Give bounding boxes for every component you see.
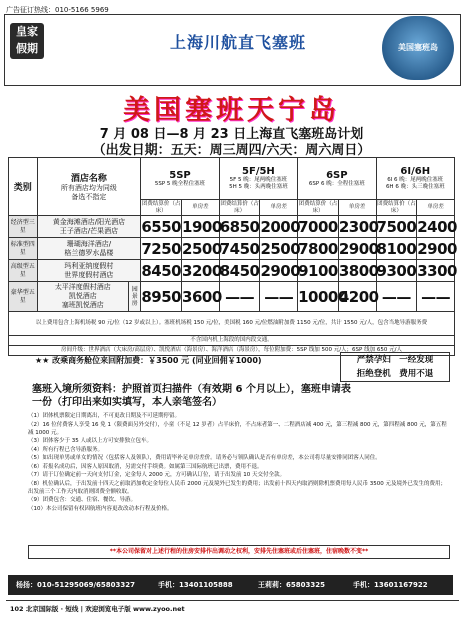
plan-6h-desc: 6H 6 晚：头三晚住塞班 bbox=[385, 184, 445, 190]
hotel-list bbox=[37, 216, 141, 238]
entry-docs-line1: 塞班入境所须资料：护照首页扫描件（有效期 6 个月以上），塞班申请表 bbox=[32, 384, 351, 395]
price-table bbox=[8, 157, 455, 356]
plan-5f-desc: 5F 5 晚：尾两晚住塞班 bbox=[229, 177, 288, 183]
col-category: 类别 bbox=[9, 158, 38, 216]
price-cell: 2900 bbox=[260, 261, 301, 280]
logo-line-1: 皇家 bbox=[16, 25, 38, 38]
price-cell: 2400 bbox=[417, 217, 457, 236]
logo-line-2: 假期 bbox=[16, 42, 38, 55]
price-cell: —— bbox=[376, 282, 417, 312]
price-cell: 8450 bbox=[141, 261, 182, 280]
fee-note: 以上费用包含上海机场税 90 元/位（12 岁或以上）。塞班机场税 150 元/位，美国税 160 元/位燃油附加费 1150 元/位，共计 1550 元/人，包含当地导游服务费 bbox=[9, 312, 455, 336]
hotel-line: 凯悦酒店 bbox=[68, 292, 97, 300]
price-cell: 3800 bbox=[338, 261, 379, 280]
entry-docs-line2: 一份（打印出来如实填写，本人亲笔签名） bbox=[32, 397, 222, 408]
hotel-list bbox=[37, 260, 141, 282]
hotel-note-1: 所有酒店均为同级 bbox=[60, 184, 117, 192]
price-cell: 10000 bbox=[298, 282, 339, 312]
ad-hotline: 广告征订热线：010-5166 5969 bbox=[6, 6, 109, 14]
plan-5sp-desc: 5SP 5 晚全程住塞班 bbox=[154, 180, 206, 187]
term-item: （6）若报名成功后，因客人原因取消，另需交付手续费。如属第三国际航班已出票，费用不退。 bbox=[28, 463, 263, 470]
hotel-head: 酒店名称 bbox=[70, 174, 107, 184]
contact-bar bbox=[8, 575, 453, 595]
hotel-note-2: 备选不指定 bbox=[71, 193, 107, 201]
departure-days: （出发日期：五天：周三周四/六天：周六周日） bbox=[92, 143, 371, 158]
price-cell: 2300 bbox=[338, 217, 379, 236]
term-item: （2）16 位付费客人享受 16 免 1（限费面另外交付），小童（不足 12 岁者）占半床价，不占床者第一、二程酒店减 400 元，第三程减 800 元，第四程减 800 元，第五程减 1000 元。 bbox=[28, 421, 447, 436]
col-hotel bbox=[37, 158, 141, 216]
term-item: （10）本公司保留有权因航班内容更改改动本行程及价格。 bbox=[28, 505, 173, 512]
table-row bbox=[9, 216, 455, 238]
price-cell: 7500 bbox=[376, 217, 417, 236]
price-cell: 2500 bbox=[182, 239, 222, 258]
table-row bbox=[9, 238, 455, 260]
header-title: 上海川航直飞塞班 bbox=[169, 33, 306, 52]
hotel-line: 格兰德罗水晶楼 bbox=[64, 248, 114, 257]
group-price-head: 团费结算价（占床） bbox=[377, 200, 416, 214]
hotel-line: 塞班凯悦酒店 bbox=[61, 301, 104, 309]
tier-label: 经济型三星 bbox=[9, 216, 38, 238]
saipan-logo: 美国塞班岛 bbox=[382, 16, 454, 80]
plan-6sp-desc: 6SP 6 晚：全程住塞班 bbox=[308, 180, 365, 187]
contact-4: 手机：13601167922 bbox=[353, 581, 428, 589]
plan-5h-desc: 5H 5 晚：头两晚住塞班 bbox=[229, 184, 288, 190]
pregnancy-warning bbox=[340, 352, 450, 382]
plan-5sp-code: 5SP bbox=[169, 169, 191, 181]
term-item: （4）所有行程已含导游服务。 bbox=[28, 446, 104, 453]
table-row bbox=[9, 260, 455, 282]
tier-label: 标准型四星 bbox=[9, 238, 38, 260]
hotel-line: 珊瑚海洋酒店/ bbox=[66, 239, 112, 248]
price-cell: 2000 bbox=[260, 217, 301, 236]
hotel-list bbox=[37, 238, 141, 260]
plan-6i6h bbox=[376, 158, 454, 200]
price-cell: —— bbox=[219, 282, 260, 312]
price-cell: 4200 bbox=[338, 282, 376, 312]
warning-line-1: 严禁孕妇 一经发现 bbox=[356, 355, 434, 365]
tier-label: 豪华型五星 bbox=[9, 282, 38, 312]
price-cell: 3200 bbox=[182, 261, 222, 280]
price-cell: 2900 bbox=[338, 239, 379, 258]
plan-5sp bbox=[141, 158, 219, 200]
plan-6sp bbox=[298, 158, 376, 200]
price-cell: 9300 bbox=[376, 261, 417, 280]
hotel-line: 王子酒店/芒果酒店 bbox=[59, 226, 119, 235]
footer-divider bbox=[6, 600, 459, 601]
hotel-line: 太平洋度假村酒店 bbox=[54, 283, 111, 291]
page-footer: 102 北京国际版 · 短线 | 欢迎浏览电子版 www.zyoo.net bbox=[10, 605, 185, 613]
term-item: （3）团体客少于 35 人或以上方可安排独立包车。 bbox=[28, 438, 152, 444]
contact-3: 王莉莉：65803325 bbox=[258, 581, 325, 589]
page-title: 美国塞班天宁岛 bbox=[123, 95, 340, 126]
table-row bbox=[9, 282, 455, 312]
term-item: （5）如出现单男或单女的情况（包括客人及领队），费用请毕补足单房差价。请务必与领队确认是否有单房差，本公司将尽量安排同团客人同住。 bbox=[28, 455, 381, 461]
plan-6sp-code: 6SP bbox=[326, 169, 348, 181]
reservation-note: **本公司保留对上述行程的住房安排作出调动之权利，安排先住塞班或后住塞班，住宿晚数不变** bbox=[28, 545, 450, 559]
tier-label: 高级型五星 bbox=[9, 260, 38, 282]
plan-5f5h bbox=[219, 158, 297, 200]
schedule-line: 7 月 08 日—8 月 23 日上海直飞塞班岛计划 bbox=[99, 127, 364, 142]
term-item: （8）机位确认后，于出发前十四天之前取消加收定金每位人民币 2000 元及境外已发生的费用；出发前十四天内取消则除机票费用每人民币 3500 元及境外已发生的费用；出发前三个工作天内取消则团费全额收取。 bbox=[28, 480, 446, 495]
price-cell: 3600 bbox=[182, 282, 220, 312]
brand-logo bbox=[10, 23, 44, 59]
price-cell: 3300 bbox=[417, 261, 457, 280]
price-cell: 2900 bbox=[417, 239, 457, 258]
hotel-list bbox=[37, 282, 129, 312]
hotel-line: 玛利亚纳度假村 bbox=[64, 261, 114, 270]
price-cell: 1900 bbox=[182, 217, 222, 236]
price-cell: 8100 bbox=[376, 239, 417, 258]
exclusion-note: 不含国内机上海段的国内段交通。 bbox=[9, 336, 455, 346]
price-cell: —— bbox=[260, 282, 298, 312]
price-cell: 9100 bbox=[298, 261, 338, 280]
term-item: （1）团体机票限定日期离出，不可更改日期及不可延期停留。 bbox=[28, 413, 181, 419]
plan-6i6h-code: 6I/6H bbox=[400, 166, 431, 177]
price-cell: 7450 bbox=[219, 239, 260, 258]
upgrade-note: 房间升级：世界酒店（大床房/高层房）、凯悦酒店（海景房）、海洋酒店（海景房），每位附加费：5SP 线加 500 元/人；6SP 线加 650 元/人 bbox=[9, 346, 455, 356]
price-cell: 7000 bbox=[298, 217, 338, 236]
price-cell: —— bbox=[417, 282, 455, 312]
terms-list bbox=[28, 412, 448, 513]
single-diff-head: 单房差 bbox=[338, 200, 376, 216]
group-price-head: 团费结算价（占床） bbox=[298, 200, 338, 214]
price-cell: 6550 bbox=[141, 217, 182, 236]
single-diff-head: 单房差 bbox=[182, 200, 220, 216]
plan-6i-desc: 6I 6 晚：尾两晚住塞班 bbox=[387, 177, 444, 183]
price-cell: 7250 bbox=[141, 239, 182, 258]
price-cell: 7800 bbox=[298, 239, 338, 258]
contact-1: 杨扬：010-51295069/65803327 bbox=[16, 581, 136, 589]
price-cell: 2500 bbox=[260, 239, 301, 258]
single-diff-head: 单房差 bbox=[417, 200, 455, 216]
term-item: （7）请于订位确定前一天向支付订金，定金每人 2000 元，方可确认订位，请于出发前 10 天交付全款。 bbox=[28, 472, 285, 478]
business-class-promo: ★★ 改乘商务舱位来回附加费：￥3500 元 (同业回佣￥1000) bbox=[35, 356, 262, 365]
price-cell: 8450 bbox=[219, 261, 260, 280]
term-item: （9）团费包含：交通、住宿、餐饮、导游。 bbox=[28, 497, 137, 503]
price-cell: 8950 bbox=[141, 282, 182, 312]
hotel-line: 黄金海滩酒店/阳光酒店 bbox=[52, 217, 126, 226]
warning-line-2: 拒绝登机 费用不退 bbox=[356, 369, 434, 379]
room-type-tag: 园景房 bbox=[129, 282, 141, 312]
single-diff-head: 单房差 bbox=[260, 200, 298, 216]
hotel-line: 世界度假村酒店 bbox=[64, 270, 114, 279]
group-price-head: 团费结算价（占床） bbox=[141, 200, 181, 214]
contact-2: 手机：13401105888 bbox=[158, 581, 233, 589]
group-price-head: 团费结算价（占床） bbox=[220, 200, 259, 214]
plan-5f5h-code: 5F/5H bbox=[242, 166, 275, 177]
price-cell: 6850 bbox=[219, 217, 260, 236]
